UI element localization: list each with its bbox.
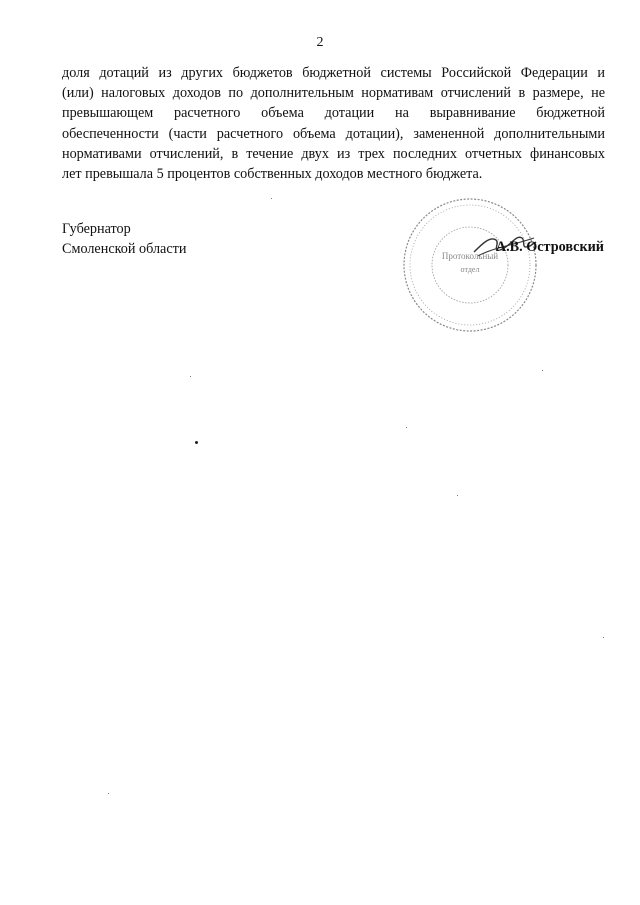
body-line: лет превышала 5 процентов собственных доходов местного бюджета.	[62, 166, 483, 183]
scan-speck	[603, 637, 604, 638]
scan-speck	[406, 427, 407, 428]
body-line: превышающем расчетного объема дотации на выравнивание бюджетной	[62, 105, 605, 122]
scan-speck	[190, 376, 191, 377]
stamp-center-line1: Протокольный	[441, 251, 499, 261]
body-line: доля дотаций из других бюджетов бюджетной системы Российской Федерации и	[62, 65, 605, 81]
body-line: (или) налоговых доходов по дополнительным нормативам отчислений в размере, не	[62, 85, 605, 102]
scan-speck	[271, 198, 272, 199]
body-line: нормативами отчислений, в течение двух из трех последних отчетных финансовых	[62, 145, 605, 162]
signer-position	[62, 219, 186, 259]
stamp-center-line2: отдел	[460, 265, 480, 274]
scan-speck	[195, 441, 198, 444]
scan-speck	[542, 370, 543, 371]
signer-region: Смоленской области	[62, 241, 187, 257]
signer-name: А.В. Островский	[495, 239, 604, 255]
page-number: 2	[316, 35, 324, 50]
signer-title: Губернатор	[62, 221, 131, 237]
official-stamp	[400, 195, 540, 335]
scan-speck	[108, 793, 109, 794]
body-line: обеспеченности (части расчетного объема дотации), замененной дополнительными	[62, 125, 605, 142]
body-paragraph	[62, 63, 605, 184]
scan-speck	[457, 495, 458, 496]
